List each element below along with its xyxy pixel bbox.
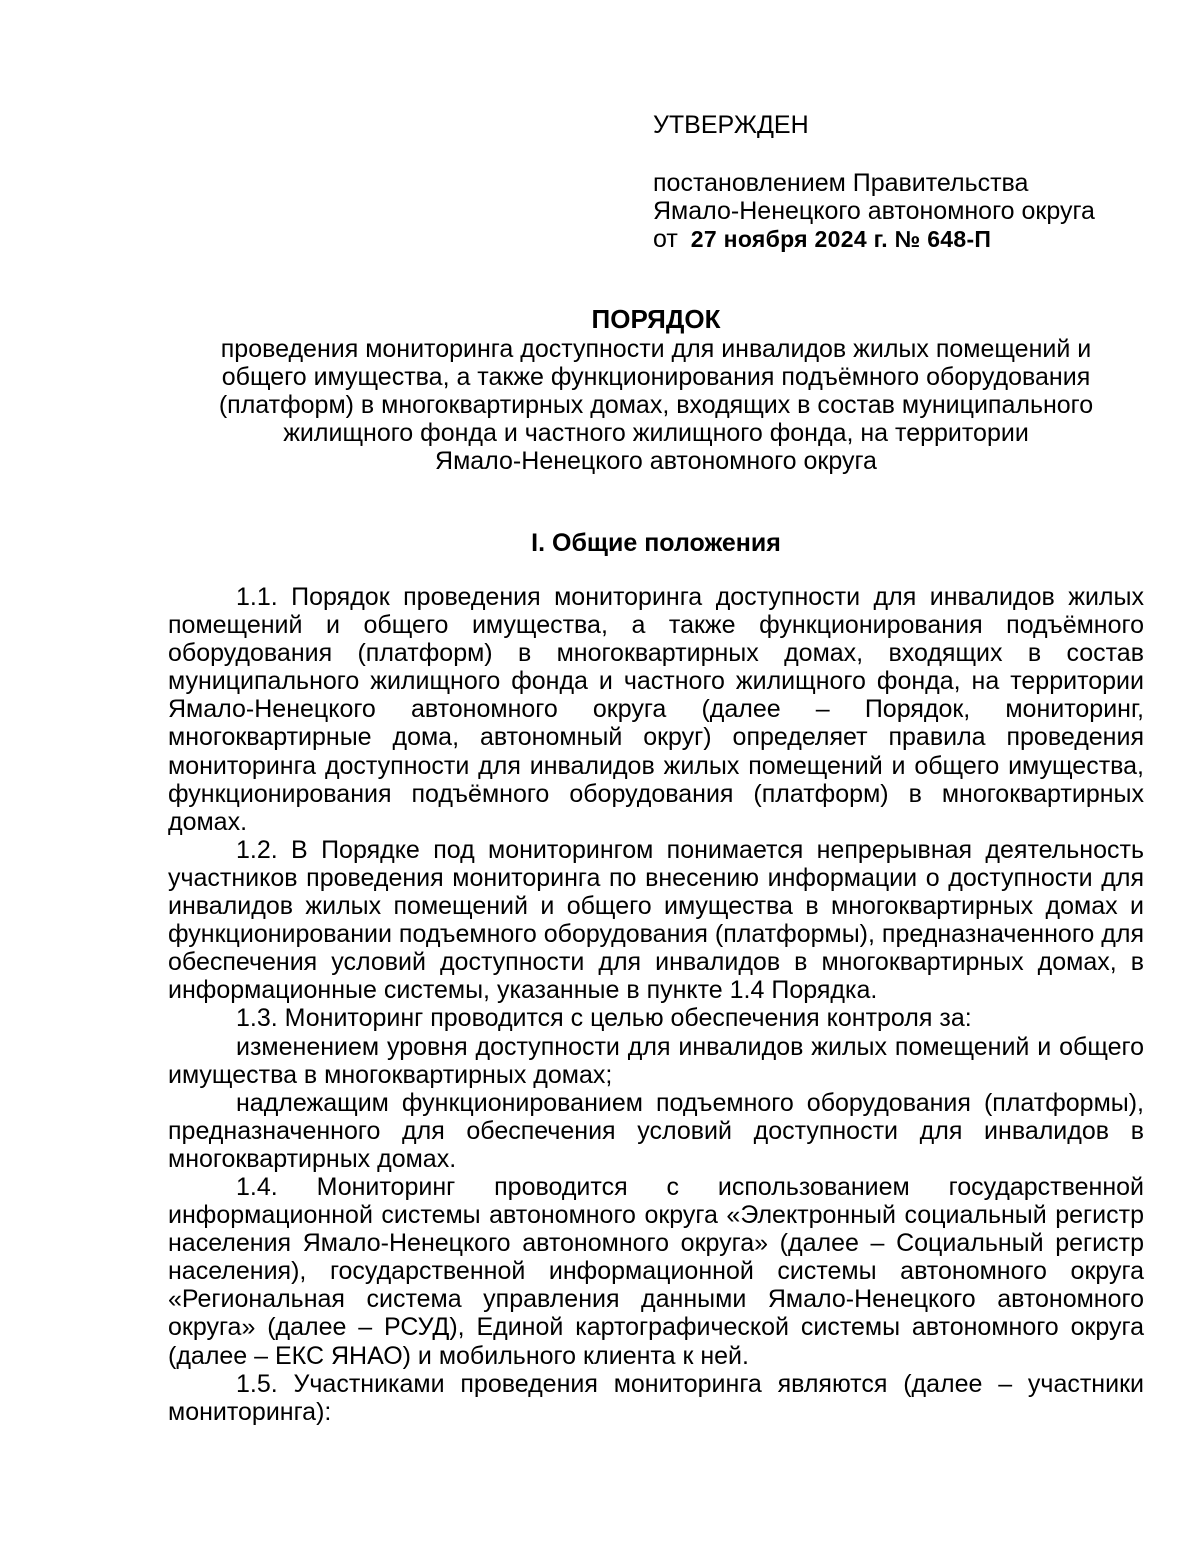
- document-subtitle-line: проведения мониторинга доступности для инвалидов жилых помещений и: [220, 335, 1092, 363]
- approval-title: УТВЕРЖДЕН: [653, 111, 809, 139]
- paragraph: 1.4. Мониторинг проводится с использованием государственной информационной системы автономного округа «Электронный социальный регистр населения Ямало-Ненецкого автономного округа» (далее – Социальный регистр населения), государственной информационной системы автономного округа «Региональная система управления данными Ямало-Ненецкого автономного округа» (далее – РСУД), Единой картографической системы автономного округа (далее – ЕКС ЯНАО) и мобильного клиента к ней.: [168, 1172, 1144, 1370]
- paragraph: 1.3. Мониторинг проводится с целью обеспечения контроля за:: [236, 1004, 972, 1033]
- paragraph: изменением уровня доступности для инвалидов жилых помещений и общего имущества в многоквартирных домах;: [168, 1032, 1144, 1089]
- paragraph: надлежащим функционированием подъемного оборудования (платформы), предназначенного для обеспечения условий доступности для инвалидов в многоквартирных домах.: [168, 1088, 1144, 1173]
- document-title: ПОРЯДОК: [591, 304, 721, 334]
- approval-line: Ямало-Ненецкого автономного округа: [653, 197, 1095, 225]
- approval-date-value: 27 ноября 2024 г. № 648-П: [690, 226, 992, 252]
- document-heading: [168, 305, 1144, 475]
- approval-date-line: [653, 225, 1173, 253]
- paragraph: 1.1. Порядок проведения мониторинга доступности для инвалидов жилых помещений и общего имущества, а также функционирования подъёмного оборудования (платформ) в многоквартирных домах, входящих в состав муниципального жилищного фонда и частного жилищного фонда, на территории Ямало-Ненецкого автономного округа (далее – Порядок, мониторинг, многоквартирные дома, автономный округ) определяет правила проведения мониторинга доступности для инвалидов жилых помещений и общего имущества, функционирования подъёмного оборудования (платформ) в многоквартирных домах.: [168, 583, 1144, 836]
- paragraph: 1.5. Участниками проведения мониторинга являются (далее – участники мониторинга):: [168, 1369, 1144, 1426]
- document-subtitle-line: Ямало-Ненецкого автономного округа: [435, 447, 877, 475]
- paragraph: 1.2. В Порядке под мониторингом понимается непрерывная деятельность участников проведения мониторинга по внесению информации о доступности для инвалидов жилых помещений и общего имущества в многоквартирных домах и функционировании подъемного оборудования (платформы), предназначенного для обеспечения условий доступности для инвалидов в многоквартирных домах, в информационные системы, указанные в пункте 1.4 Порядка.: [168, 835, 1144, 1005]
- document-subtitle-line: общего имущества, а также функционирования подъёмного оборудования: [221, 363, 1091, 391]
- document-body: [168, 583, 1144, 1426]
- section-title: I. Общие положения: [531, 529, 781, 557]
- approval-date-prefix: от: [653, 225, 678, 253]
- document-subtitle-line: (платформ) в многоквартирных домах, входящих в состав муниципального: [218, 391, 1094, 419]
- approval-block: [653, 111, 1173, 253]
- document-subtitle-line: жилищного фонда и частного жилищного фонда, на территории: [283, 419, 1029, 447]
- approval-line: постановлением Правительства: [653, 169, 1029, 197]
